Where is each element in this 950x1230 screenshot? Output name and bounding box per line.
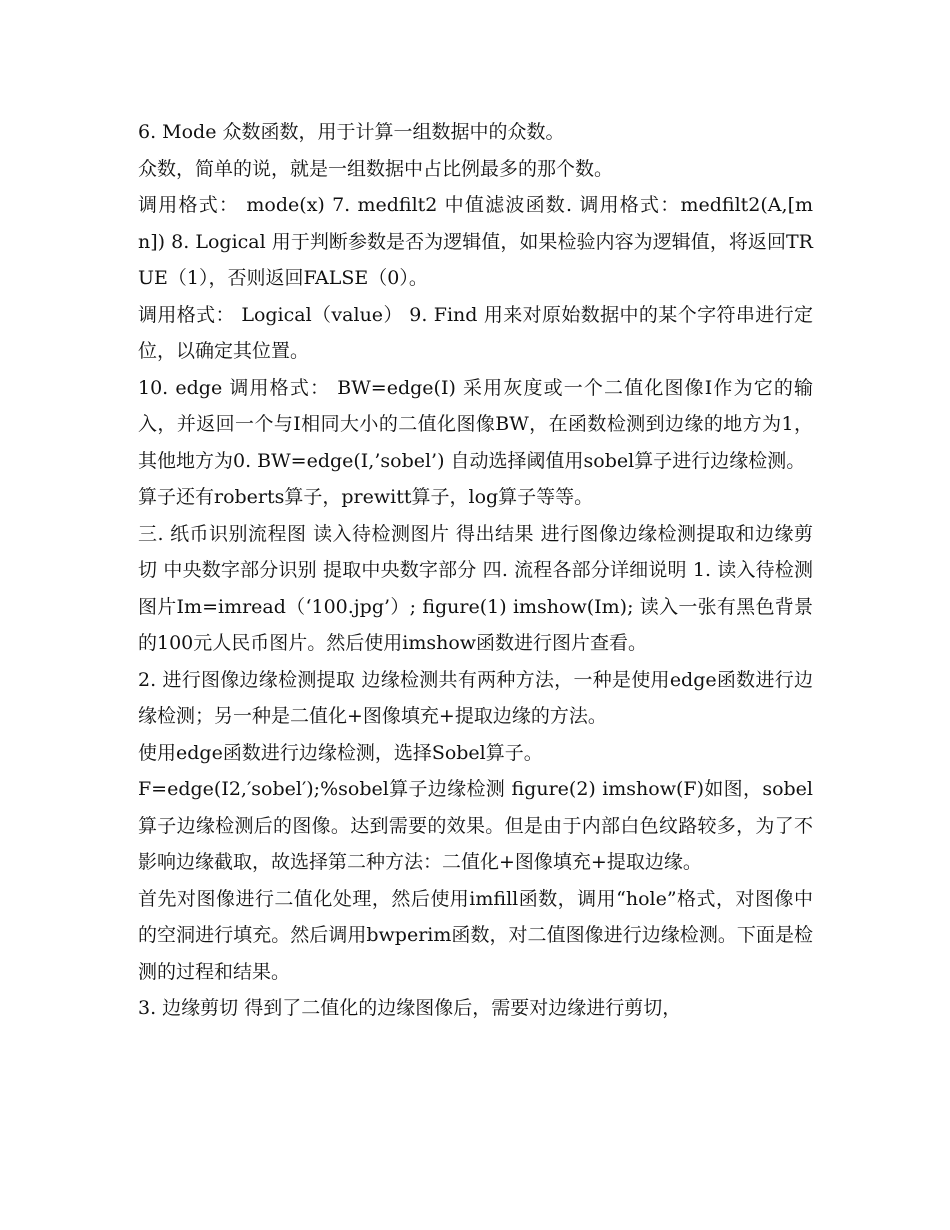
paragraph-binarization: 首先对图像进行二值化处理，然后使用imfill函数，调用“hole”格式，对图像中的空洞进行填充。然后调用bwperim函数，对二值图像进行边缘检测。下面是检测的过程和结果。 [138, 887, 813, 983]
document-body [138, 114, 813, 1027]
paragraph-medfilt2-logical: 调用格式： mode(x) 7. medfilt2 中值滤波函数. 调用格式：medfilt2(A,[m n]) 8. Logical 用于判断参数是否为逻辑值，如果检验内容为逻辑值，将返回TRUE（1），否则返回FALSE（0）。 [138, 194, 813, 289]
paragraph-mode-function: 6. Mode 众数函数，用于计算一组数据中的众数。 [138, 121, 565, 143]
paragraph-flowchart: 三. 纸币识别流程图 读入待检测图片 得出结果 进行图像边缘检测提取和边缘剪切 中央数字部分识别 提取中央数字部分 四. 流程各部分详细说明 1. 读入待检测图片Im=imread（‘100.jpg’）; figure(1) imshow(Im); 读入一张有黑色背景的100元人民币图片。然后使用imshow函数进行图片查看。 [138, 522, 813, 654]
paragraph-edge-detection: 2. 进行图像边缘检测提取 边缘检测共有两种方法，一种是使用edge函数进行边缘检测；另一种是二值化+图像填充+提取边缘的方法。 [138, 668, 813, 727]
paragraph-edge: 10. edge 调用格式： BW=edge(I) 采用灰度或一个二值化图像I作为它的输入，并返回一个与I相同大小的二值化图像BW，在函数检测到边缘的地方为1，其他地方为0. BW=edge(I,’sobel’) 自动选择阈值用sobel算子进行边缘检测。 [138, 376, 813, 472]
paragraph-find: 调用格式： Logical（value） 9. Find 用来对原始数据中的某个字符串进行定位，以确定其位置。 [138, 303, 813, 362]
paragraph-operators: 算子还有roberts算子，prewitt算子，log算子等等。 [138, 486, 594, 508]
paragraph-mode-definition: 众数，简单的说，就是一组数据中占比例最多的那个数。 [138, 157, 614, 180]
paragraph-edge-cropping: 3. 边缘剪切 得到了二值化的边缘图像后，需要对边缘进行剪切， [138, 997, 682, 1019]
paragraph-sobel-choice: 使用edge函数进行边缘检测，选择Sobel算子。 [138, 741, 543, 764]
paragraph-sobel-code: F=edge(I2,′sobel′);%sobel算子边缘检测 figure(2) imshow(F)如图，sobel算子边缘检测后的图像。达到需要的效果。但是由于内部白色纹路较多，为了不影响边缘截取，故选择第二种方法：二值化+图像填充+提取边缘。 [138, 778, 813, 873]
